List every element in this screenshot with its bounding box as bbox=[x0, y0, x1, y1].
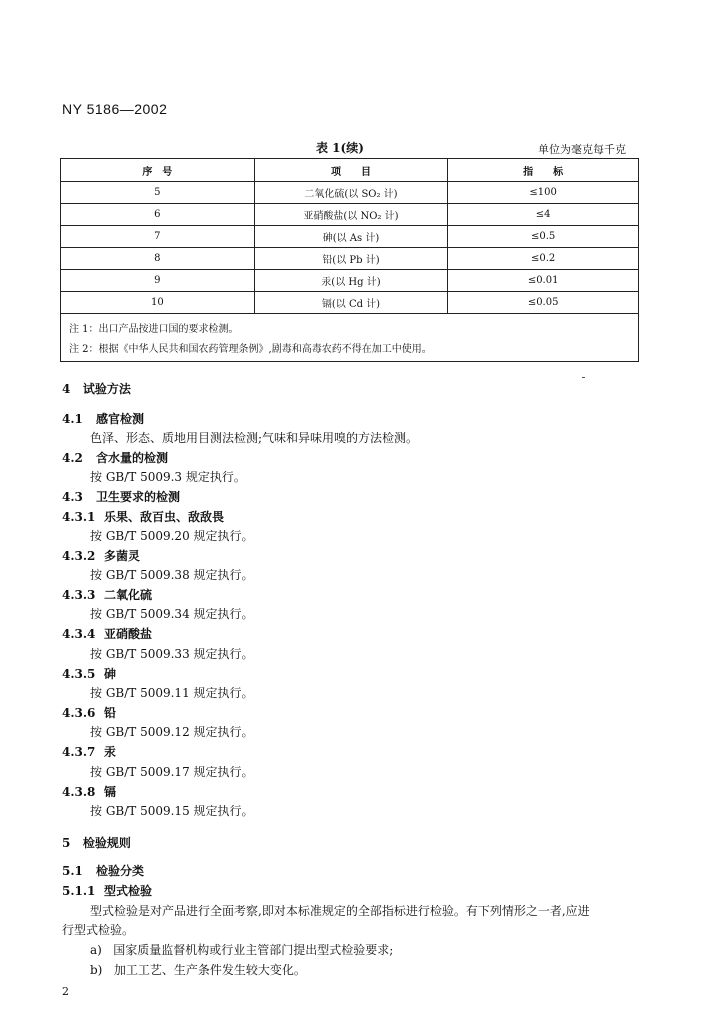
paragraph: 型式检验是对产品进行全面考察,即对本标准规定的全部指标进行检验。有下列情形之一者,应进 bbox=[90, 904, 590, 918]
subsection-number: 4.2 bbox=[62, 451, 83, 465]
subsection-number: 4.3.4 bbox=[62, 627, 96, 641]
table-row bbox=[61, 182, 639, 204]
subsection-number: 4.3.2 bbox=[62, 549, 96, 563]
table-note-1: 注 1：出口产品按进口国的要求检测。 bbox=[61, 314, 639, 338]
section-number: 4 bbox=[62, 382, 71, 396]
list-item-label: b) bbox=[90, 963, 103, 977]
row-no: 9 bbox=[61, 270, 255, 292]
subsection-heading bbox=[62, 743, 116, 760]
row-item: 亚硝酸盐(以 NO₂ 计) bbox=[254, 204, 448, 226]
subsection-number: 4.3.8 bbox=[62, 785, 96, 799]
list-item-text: 国家质量监督机构或行业主管部门提出型式检验要求; bbox=[113, 943, 394, 957]
row-no: 10 bbox=[61, 292, 255, 314]
subsection-heading bbox=[62, 410, 144, 427]
paragraph: 按 GB/T 5009.34 规定执行。 bbox=[90, 607, 254, 621]
subsection-heading bbox=[62, 882, 152, 899]
table-note-2: 注 2：根据《中华人民共和国农药管理条例》,剧毒和高毒农药不得在加工中使用。 bbox=[61, 337, 639, 362]
subsection-title: 感官检测 bbox=[96, 412, 145, 426]
list-item bbox=[90, 941, 393, 958]
table-row bbox=[61, 248, 639, 270]
paragraph: 色泽、形态、质地用目测法检测;气味和异味用嗅的方法检测。 bbox=[90, 431, 419, 445]
table-row bbox=[61, 270, 639, 292]
header-value: 指 标 bbox=[448, 159, 639, 182]
subsection-title: 二氧化硫 bbox=[104, 588, 153, 602]
subsection-title: 铅 bbox=[104, 706, 117, 720]
subsection-heading bbox=[62, 862, 144, 879]
subsection-heading bbox=[62, 488, 180, 505]
paragraph: 按 GB/T 5009.33 规定执行。 bbox=[90, 647, 254, 661]
row-item: 镉(以 Cd 计) bbox=[254, 292, 448, 314]
table-row bbox=[61, 204, 639, 226]
subsection-title: 多菌灵 bbox=[104, 549, 141, 563]
table-row bbox=[61, 226, 639, 248]
header-item: 项 目 bbox=[254, 159, 448, 182]
paragraph: 按 GB/T 5009.15 规定执行。 bbox=[90, 804, 254, 818]
subsection-title: 型式检验 bbox=[104, 884, 153, 898]
paragraph: 按 GB/T 5009.20 规定执行。 bbox=[90, 529, 254, 543]
row-no: 6 bbox=[61, 204, 255, 226]
subsection-title: 镉 bbox=[104, 785, 117, 799]
row-no: 8 bbox=[61, 248, 255, 270]
list-item bbox=[90, 961, 306, 978]
subsection-number: 4.1 bbox=[62, 412, 83, 426]
row-value: ≤0.01 bbox=[448, 270, 639, 292]
subsection-number: 4.3.6 bbox=[62, 706, 96, 720]
section-heading bbox=[62, 834, 131, 851]
subsection-heading bbox=[62, 586, 152, 603]
paragraph: 按 GB/T 5009.17 规定执行。 bbox=[90, 765, 254, 779]
header-no: 序 号 bbox=[61, 159, 255, 182]
row-no: 5 bbox=[61, 182, 255, 204]
row-value: ≤0.5 bbox=[448, 226, 639, 248]
row-value: ≤0.2 bbox=[448, 248, 639, 270]
subsection-number: 4.3.7 bbox=[62, 745, 96, 759]
subsection-title: 乐果、敌百虫、敌敌畏 bbox=[104, 510, 225, 524]
subsection-heading bbox=[62, 449, 168, 466]
subsection-number: 4.3.3 bbox=[62, 588, 96, 602]
row-value: ≤4 bbox=[448, 204, 639, 226]
subsection-number: 5.1.1 bbox=[62, 884, 96, 898]
subsection-heading bbox=[62, 508, 224, 525]
subsection-number: 4.3.1 bbox=[62, 510, 96, 524]
table-header-row bbox=[61, 159, 639, 182]
document-code: NY 5186—2002 bbox=[62, 101, 168, 117]
paragraph: 按 GB/T 5009.3 规定执行。 bbox=[90, 470, 246, 484]
list-item-label: a) bbox=[90, 943, 102, 957]
subsection-title: 卫生要求的检测 bbox=[96, 490, 181, 504]
row-item: 铅(以 Pb 计) bbox=[254, 248, 448, 270]
subsection-title: 砷 bbox=[104, 667, 117, 681]
scan-mark bbox=[582, 377, 585, 378]
paragraph: 按 GB/T 5009.12 规定执行。 bbox=[90, 725, 254, 739]
row-item: 二氧化硫(以 SO₂ 计) bbox=[254, 182, 448, 204]
subsection-title: 亚硝酸盐 bbox=[104, 627, 153, 641]
paragraph: 按 GB/T 5009.38 规定执行。 bbox=[90, 568, 254, 582]
subsection-heading bbox=[62, 783, 116, 800]
paragraph: 按 GB/T 5009.11 规定执行。 bbox=[90, 686, 254, 700]
subsection-heading bbox=[62, 547, 140, 564]
row-item: 汞(以 Hg 计) bbox=[254, 270, 448, 292]
section-heading bbox=[62, 380, 131, 397]
row-no: 7 bbox=[61, 226, 255, 248]
subsection-number: 4.3 bbox=[62, 490, 83, 504]
subsection-number: 5.1 bbox=[62, 864, 83, 878]
row-value: ≤0.05 bbox=[448, 292, 639, 314]
list-item-text: 加工工艺、生产条件发生较大变化。 bbox=[113, 963, 306, 977]
row-item: 砷(以 As 计) bbox=[254, 226, 448, 248]
spec-table bbox=[60, 158, 639, 362]
subsection-number: 4.3.5 bbox=[62, 667, 96, 681]
row-value: ≤100 bbox=[448, 182, 639, 204]
subsection-title: 检验分类 bbox=[96, 864, 145, 878]
page-number: 2 bbox=[62, 985, 69, 998]
paragraph-continuation: 行型式检验。 bbox=[62, 923, 135, 937]
table-note-row bbox=[61, 337, 639, 362]
table-note-row bbox=[61, 314, 639, 338]
table-row bbox=[61, 292, 639, 314]
section-number: 5 bbox=[62, 836, 71, 850]
subsection-title: 汞 bbox=[104, 745, 117, 759]
subsection-heading bbox=[62, 625, 152, 642]
subsection-title: 含水量的检测 bbox=[96, 451, 169, 465]
section-title: 检验规则 bbox=[82, 836, 131, 850]
section-title: 试验方法 bbox=[82, 382, 131, 396]
table-title: 表 1(续) bbox=[316, 141, 364, 155]
subsection-heading bbox=[62, 704, 116, 721]
subsection-heading bbox=[62, 665, 116, 682]
table-unit: 单位为毫克每千克 bbox=[538, 143, 626, 156]
